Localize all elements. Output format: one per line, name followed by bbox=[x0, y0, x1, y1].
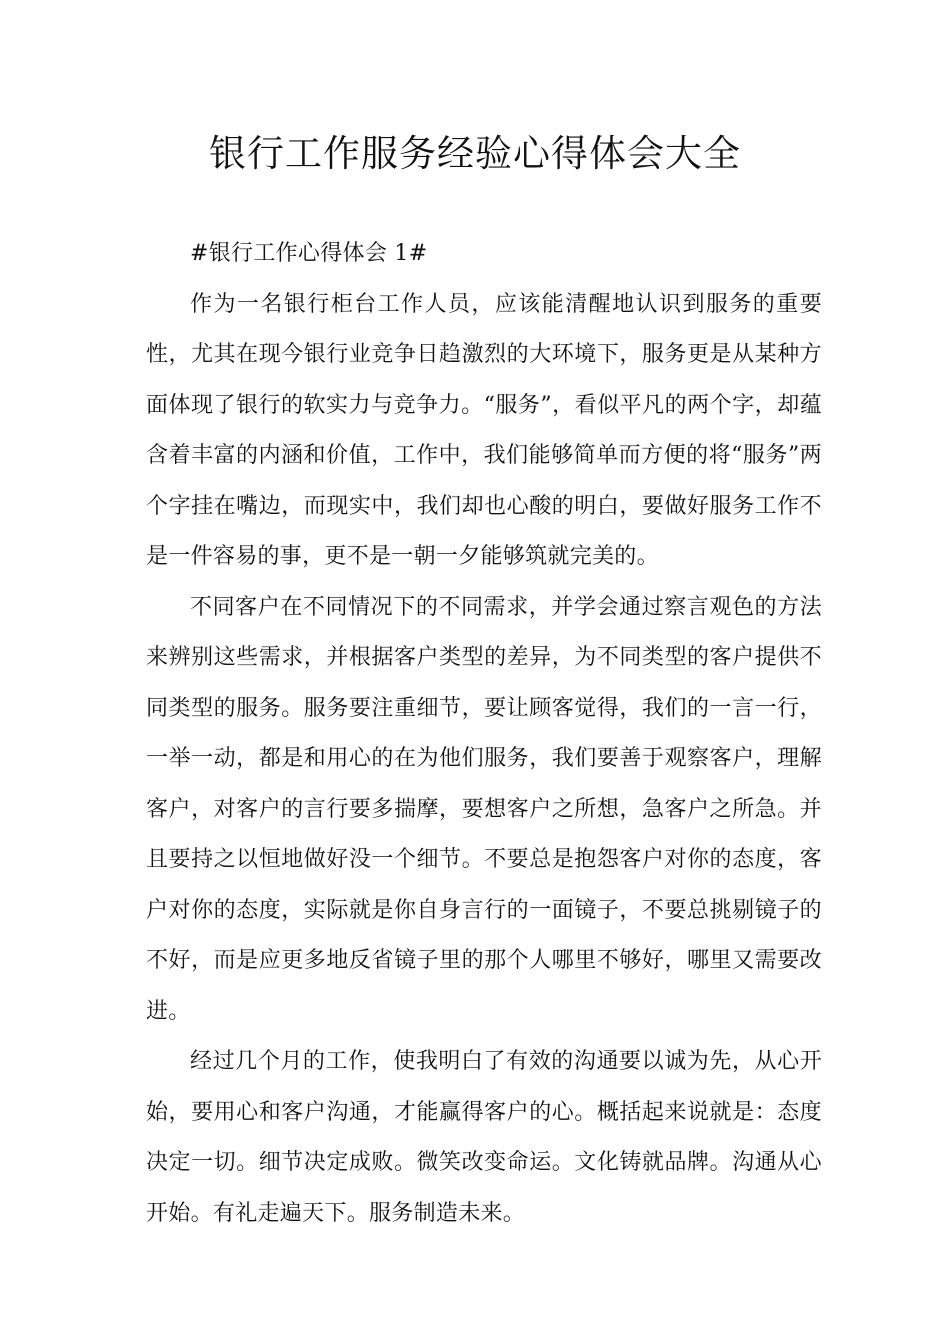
paragraph-1: 作为一名银行柜台工作人员，应该能清醒地认识到服务的重要性，尤其在现今银行业竞争日趋激烈的大环境下，服务更是从某种方面体现了银行的软实力与竞争力。“服务”，看似平凡的两个字，却蕴含着丰富的内涵和价值，工作中，我们能够简单而方便的将“服务”两个字挂在嘴边，而现实中，我们却也心酸的明白，要做好服务工作不是一件容易的事，更不是一朝一夕能够筑就完美的。 bbox=[146, 291, 822, 569]
document-body bbox=[146, 229, 822, 1239]
document-title: 银行工作服务经验心得体会大全 bbox=[209, 132, 741, 175]
paragraph-3: 经过几个月的工作，使我明白了有效的沟通要以诚为先，从心开始，要用心和客户沟通，才能赢得客户的心。概括起来说就是：态度决定一切。细节决定成败。微笑改变命运。文化铸就品牌。沟通从心开始。有礼走遍天下。服务制造未来。 bbox=[146, 1049, 822, 1226]
section-heading: #银行工作心得体会 1# bbox=[190, 241, 428, 266]
paragraph-2: 不同客户在不同情况下的不同需求，并学会通过察言观色的方法来辨别这些需求，并根据客户类型的差异，为不同类型的客户提供不同类型的服务。服务要注重细节，要让顾客觉得，我们的一言一行，一举一动，都是和用心的在为他们服务，我们要善于观察客户，理解客户，对客户的言行要多揣摩，要想客户之所想，急客户之所急。并且要持之以恒地做好没一个细节。不要总是抱怨客户对你的态度，客户对你的态度，实际就是你自身言行的一面镜子，不要总挑剔镜子的不好，而是应更多地反省镜子里的那个人哪里不够好，哪里又需要改进。 bbox=[146, 594, 822, 1024]
